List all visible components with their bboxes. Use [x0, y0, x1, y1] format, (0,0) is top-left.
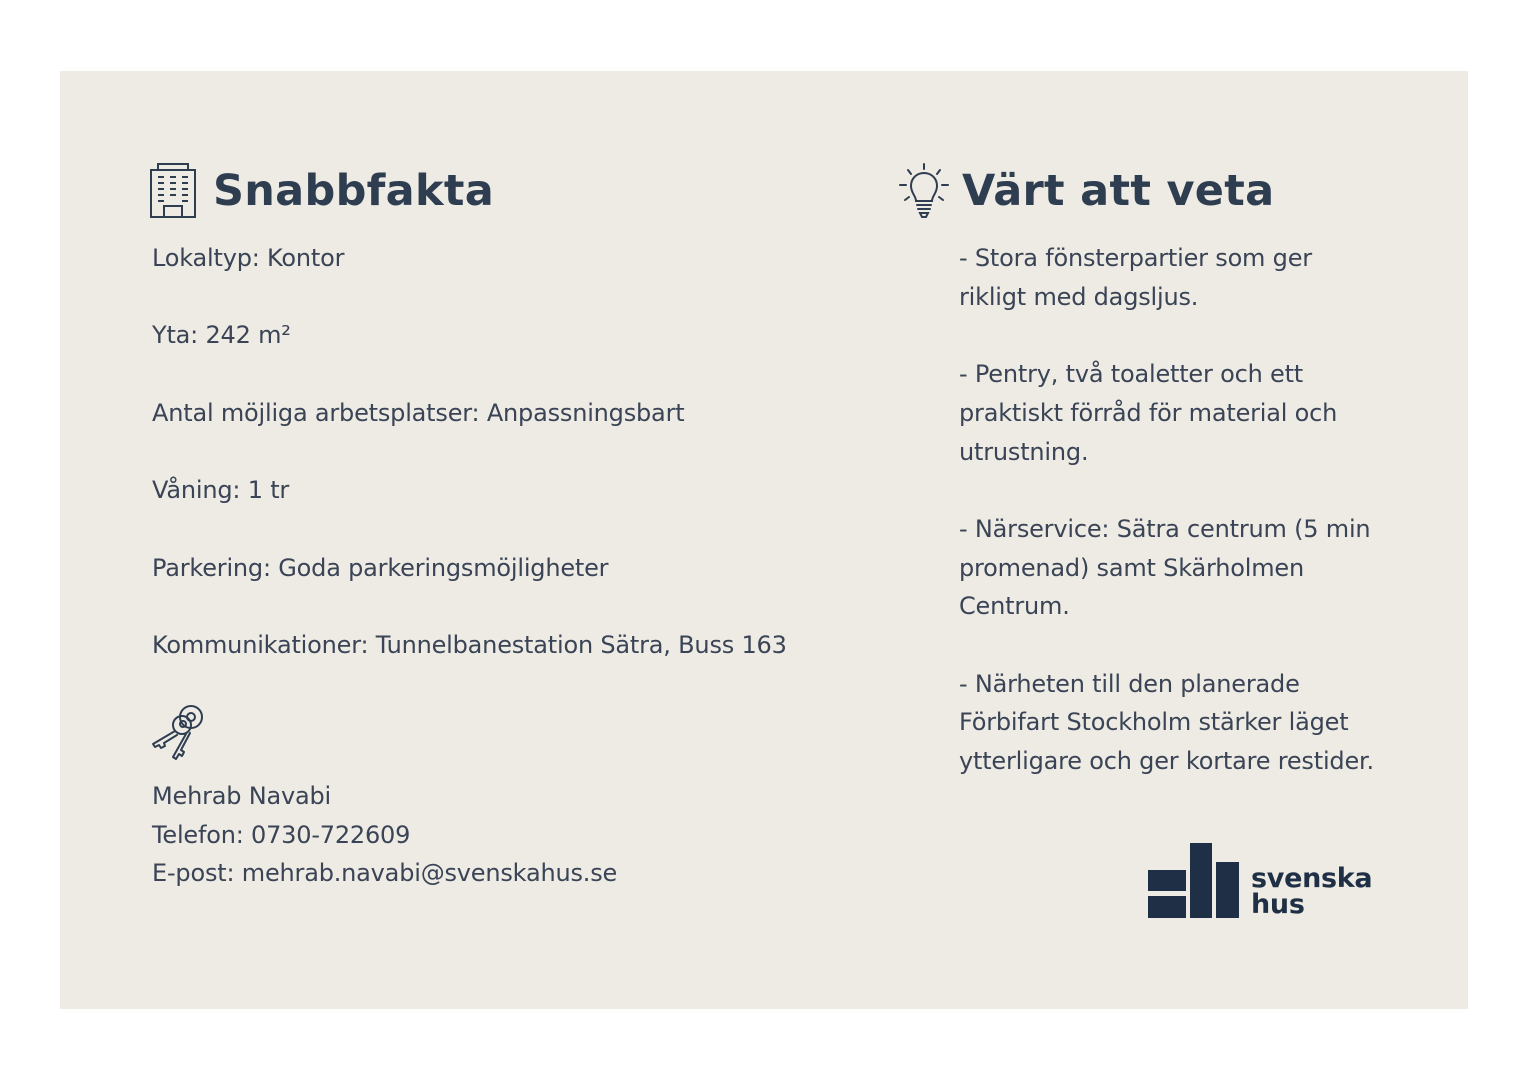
logo-mark-icon — [1148, 843, 1239, 918]
logo-line-2: hus — [1251, 889, 1305, 920]
note-services: - Närservice: Sätra centrum (5 min promenad) samt Skärholmen Centrum. — [959, 514, 1371, 621]
fact-premises-type: Lokaltyp: Kontor — [152, 244, 345, 272]
office-building-icon — [149, 163, 197, 219]
logo-line-1: svenska — [1251, 863, 1373, 894]
quick-facts-list — [152, 239, 787, 703]
fact-area: Yta: 242 m² — [152, 321, 291, 350]
fact-parking: Parkering: Goda parkeringsmöjligheter — [152, 553, 609, 582]
good-to-know-heading — [898, 163, 1274, 219]
note-facilities: - Pentry, två toaletter och ett praktiskt förråd för material och utrustning. — [959, 360, 1338, 466]
lightbulb-icon — [898, 163, 950, 219]
fact-workspaces: Antal möjliga arbetsplatser: Anpassningsbart — [152, 398, 685, 427]
fact-transport: Kommunikationer: Tunnelbanestation Sätra, Buss 163 — [152, 630, 787, 659]
contact-phone[interactable]: Telefon: 0730-722609 — [152, 820, 411, 849]
note-location: - Närheten till den planerade Förbifart Stockholm stärker läget ytterligare och ger kortare restider. — [959, 669, 1374, 776]
contact-block — [152, 777, 617, 893]
info-card — [60, 71, 1468, 1009]
svenska-hus-logo — [1148, 843, 1372, 918]
contact-email[interactable]: E-post: mehrab.navabi@svenskahus.se — [152, 859, 618, 888]
quick-facts-title: Snabbfakta — [213, 166, 495, 216]
good-to-know-list — [959, 239, 1379, 819]
fact-floor: Våning: 1 tr — [152, 476, 290, 505]
quick-facts-heading — [149, 163, 494, 219]
good-to-know-title: Värt att veta — [962, 166, 1275, 216]
logo-wordmark — [1251, 863, 1373, 920]
note-windows: - Stora fönsterpartier som ger rikligt med dagsljus. — [959, 244, 1312, 311]
contact-name: Mehrab Navabi — [152, 782, 331, 810]
keys-icon — [149, 703, 207, 765]
